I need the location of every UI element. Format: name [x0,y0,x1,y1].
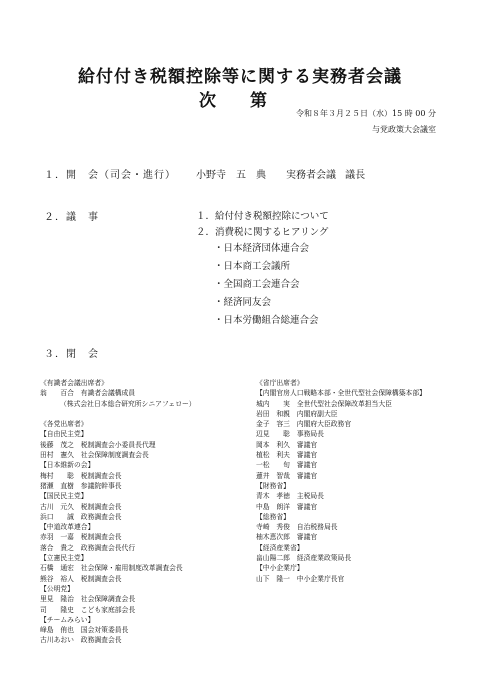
hearing-org: ・日本商工会議所 [214,261,291,272]
attendee-line: 辺見 聡 事務局長 [256,430,324,439]
attendee-line: 城内 実 全世代型社会保障改革担当大臣 [256,399,392,408]
attendee-line: 古川あおい 政務調査会長 [40,636,122,645]
attendee-line: 岡本 利久 審議官 [256,440,318,449]
attendee-line: 岩田 和親 内閣府副大臣 [256,409,338,418]
attendee-line: 畠山陽二郎 経済産業政策局長 [256,554,352,563]
attendee-line: 【日本維新の会】 [40,461,95,470]
attendee-line: 《省庁出席者》 [256,379,304,387]
attendee-line: 田村 憲久 社会保障制度調査会長 [40,451,149,460]
attendee-line: 落合 貴之 政務調査会長代行 [40,543,136,552]
attendee-line: 石橋 通宏 社会保障・雇用制度改革調査会長 [40,564,183,573]
attendee-line: 金子 容三 内閣府大臣政務官 [256,420,352,429]
attendee-line: 峰島 侑也 国会対策委員長 [40,626,129,635]
hearing-org: ・日本労働組合総連合会 [214,315,319,326]
attendee-line: 【立憲民主党】 [40,554,88,563]
meeting-venue: 与党政策大会議室 [372,125,436,134]
attendee-line: 蓮井 智哉 審議官 [256,471,318,480]
agenda-item: １．給付付き税額控除について [196,211,329,222]
attendee-line: 【公明党】 [40,584,74,593]
attendee-line: 古川 元久 税制調査会長 [40,502,122,511]
attendee-line: 【総務省】 [256,512,290,521]
hearing-org: ・全国商工会連合会 [214,279,300,290]
attendee-line: 《各党出席者》 [40,420,88,429]
section-closing: ３．閉 会 [44,349,99,360]
attendee-line: 青木 孝徳 主税局長 [256,492,324,501]
attendee-line: 山下 隆一 中小企業庁長官 [256,574,345,583]
section-agenda: ２．議 事 [44,212,99,223]
attendee-line: 後藤 茂之 税制調査会小委員長代理 [40,440,156,449]
section-opening: １．開 会（司会・進行） [44,170,176,181]
attendee-line: 【財務省】 [256,481,290,490]
attendee-list-left [40,378,240,646]
meeting-datetime: 令和８年３月２５日（水）15 時 00 分 [296,109,436,118]
attendee-list-right [256,378,442,584]
attendee-line: 里見 隆治 社会保障調査会長 [40,595,136,604]
attendee-line: （株式会社日本総合研究所シニアフェロー） [60,399,196,408]
page-subtitle: 次 第 [199,91,281,111]
attendee-line: 【中道改革連合】 [40,523,95,532]
attendee-line: 【経済産業省】 [256,543,304,552]
attendee-line: 【内閣官房人口戦略本部・全世代型社会保障構築本部】 [256,389,426,398]
attendee-line: 《有識者会議出席者》 [40,379,108,387]
attendee-line: 【中小企業庁】 [256,564,304,573]
attendee-line: 熊谷 裕人 税制調査会長 [40,574,122,583]
attendee-line: 赤羽 一嘉 税制調査会長 [40,533,122,542]
attendee-line: 司 隆史 こども家庭部会長 [40,605,136,614]
attendee-line: 梅村 聡 税制調査会長 [40,471,122,480]
attendee-line: 寺崎 秀俊 自治税務局長 [256,523,338,532]
attendee-line: 【自由民主党】 [40,430,88,439]
attendee-line: 翁 百合 有識者会議構成員 [40,389,136,398]
hearing-org: ・日本経済団体連合会 [214,243,310,254]
agenda-item: ２．消費税に関するヒアリング [196,227,329,238]
attendee-line: 中島 朗洋 審議官 [256,502,318,511]
attendee-line: 柚木恵次郎 審議官 [256,533,318,542]
attendee-line: 【国民民主党】 [40,492,88,501]
attendee-line: 一松 旬 審議官 [256,461,318,470]
attendee-line: 猪瀬 直樹 参議院幹事長 [40,481,122,490]
attendee-line [40,409,240,419]
page-title: 給付付き税額控除等に関する実務者会議 [78,67,402,87]
attendee-line: 【チームみらい】 [40,615,95,624]
moderator: 小野寺 五 典 実務者会議 議長 [196,170,366,181]
hearing-org: ・経済同友会 [214,297,272,308]
attendee-line: 浜口 誠 政務調査会長 [40,512,122,521]
attendee-line: 植松 利夫 審議官 [256,451,318,460]
